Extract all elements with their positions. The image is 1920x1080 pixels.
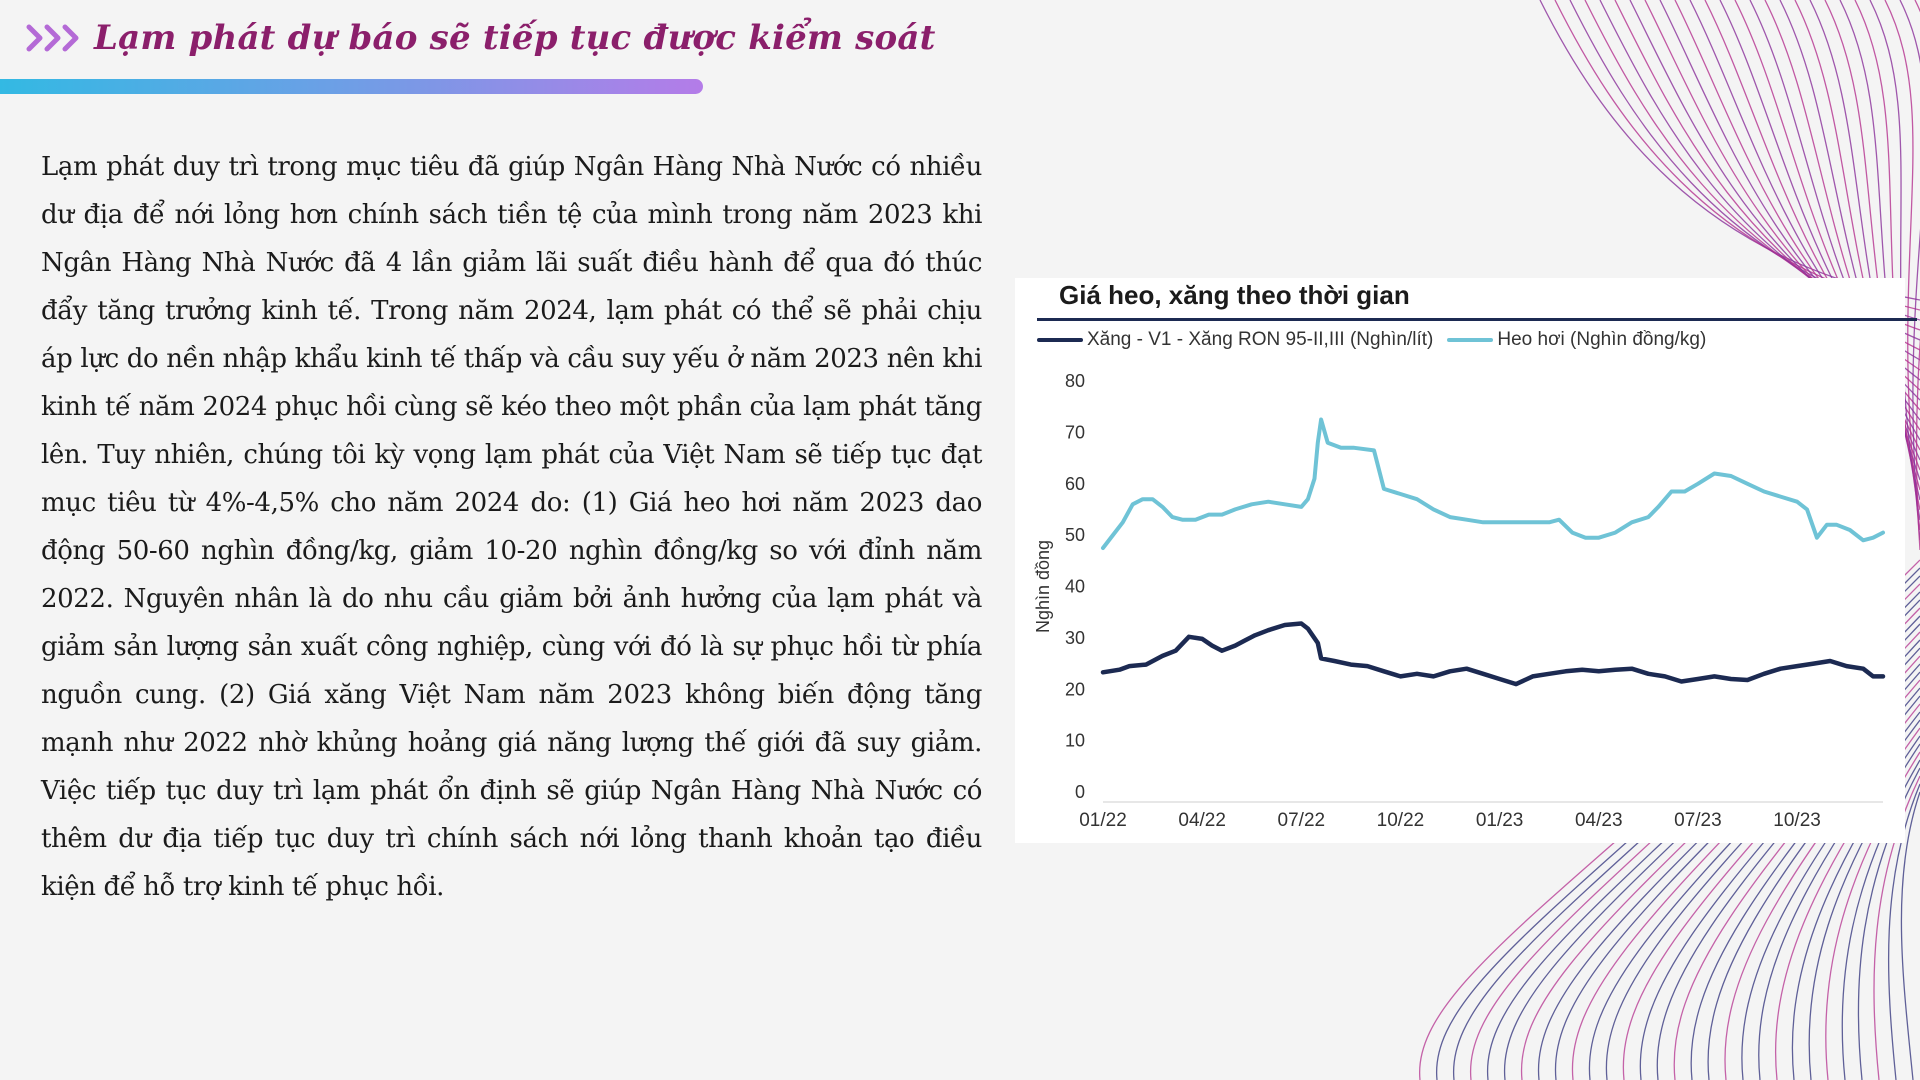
legend-swatch-pig	[1447, 338, 1493, 342]
x-tick-label: 01/22	[1079, 810, 1127, 831]
chart-title: Giá heo, xăng theo thời gian	[1059, 280, 1410, 310]
y-tick-label: 20	[1064, 679, 1085, 700]
chart-panel	[1015, 278, 1905, 843]
y-axis-label: Nghìn đồng	[1033, 539, 1053, 634]
y-tick-label: 50	[1064, 525, 1085, 546]
y-tick-label: 10	[1064, 730, 1085, 751]
title-row	[26, 14, 935, 62]
deco-curve-top	[1570, 0, 1920, 320]
legend-item-pig	[1447, 329, 1706, 351]
line-chart	[1015, 278, 1905, 843]
triple-chevron-icon	[26, 23, 86, 53]
y-tick-label: 80	[1064, 371, 1085, 391]
legend-label-gasoline: Xăng - V1 - Xăng RON 95-II,III (Nghìn/lít)	[1087, 329, 1434, 350]
x-tick-label: 01/23	[1475, 810, 1524, 831]
legend-swatch-gasoline	[1037, 338, 1083, 342]
x-tick-label: 10/23	[1773, 810, 1821, 831]
legend-item-gasoline	[1037, 329, 1433, 351]
x-tick-label: 10/22	[1376, 810, 1425, 831]
x-tick-label: 04/23	[1574, 810, 1623, 831]
y-tick-label: 40	[1064, 576, 1085, 597]
x-tick-label: 07/23	[1674, 810, 1722, 831]
y-tick-label: 30	[1064, 627, 1085, 648]
chart-legend	[1037, 329, 1720, 351]
body-paragraph: Lạm phát duy trì trong mục tiêu đã giúp Ngân Hàng Nhà Nước có nhiều dư địa để nới lỏng hơn chính sách tiền tệ của mình trong năm 2023 khi Ngân Hàng Nhà Nước đã 4 lần giảm lãi suất điều hành để qua đó thúc đẩy tăng trưởng kinh tế. Trong năm 2024, lạm phát có thể sẽ phải chịu áp lực do nền nhập khẩu kinh tế thấp và cầu suy yếu ở năm 2023 nên khi kinh tế năm 2024 phục hồi cùng sẽ kéo theo một phần của lạm phát tăng lên. Tuy nhiên, chúng tôi kỳ vọng lạm phát của Việt Nam sẽ tiếp tục đạt mục tiêu từ 4%-4,5% cho năm 2024 do: (1) Giá heo hơi năm 2023 dao động 50-60 nghìn đồng/kg, giảm 10-20 nghìn đồng/kg so với đỉnh năm 2022. Nguyên nhân là do nhu cầu giảm bởi ảnh hưởng của lạm phát và giảm sản lượng sản xuất công nghiệp, cùng với đó là sự phục hồi từ phía nguồn cung. (2) Giá xăng Việt Nam năm 2023 không biến động tăng mạnh như 2022 nhờ khủng hoảng giá năng lượng thế giới đã suy giảm. Việc tiếp tục duy trì lạm phát ổn định sẽ giúp Ngân Hàng Nhà Nước có thêm dư địa tiếp tục duy trì chính sách nới lỏng thanh khoản tạo điều kiện để hỗ trợ kinh tế phục hồi.	[41, 152, 982, 902]
series-line-pig	[1103, 420, 1883, 549]
chart-title-rule	[1037, 318, 1917, 321]
series-line-gasoline	[1103, 624, 1883, 685]
page-title: Lạm phát dự báo sẽ tiếp tục được kiểm soát	[94, 18, 936, 58]
title-underline-bar	[0, 79, 703, 94]
x-tick-label: 07/22	[1277, 810, 1326, 831]
y-tick-label: 70	[1064, 422, 1085, 443]
deco-curve-top	[1540, 0, 1920, 300]
x-tick-label: 04/22	[1178, 810, 1226, 831]
y-tick-label: 60	[1064, 473, 1085, 494]
y-tick-label: 0	[1074, 782, 1085, 802]
legend-label-pig: Heo hơi (Nghìn đồng/kg)	[1497, 329, 1707, 350]
